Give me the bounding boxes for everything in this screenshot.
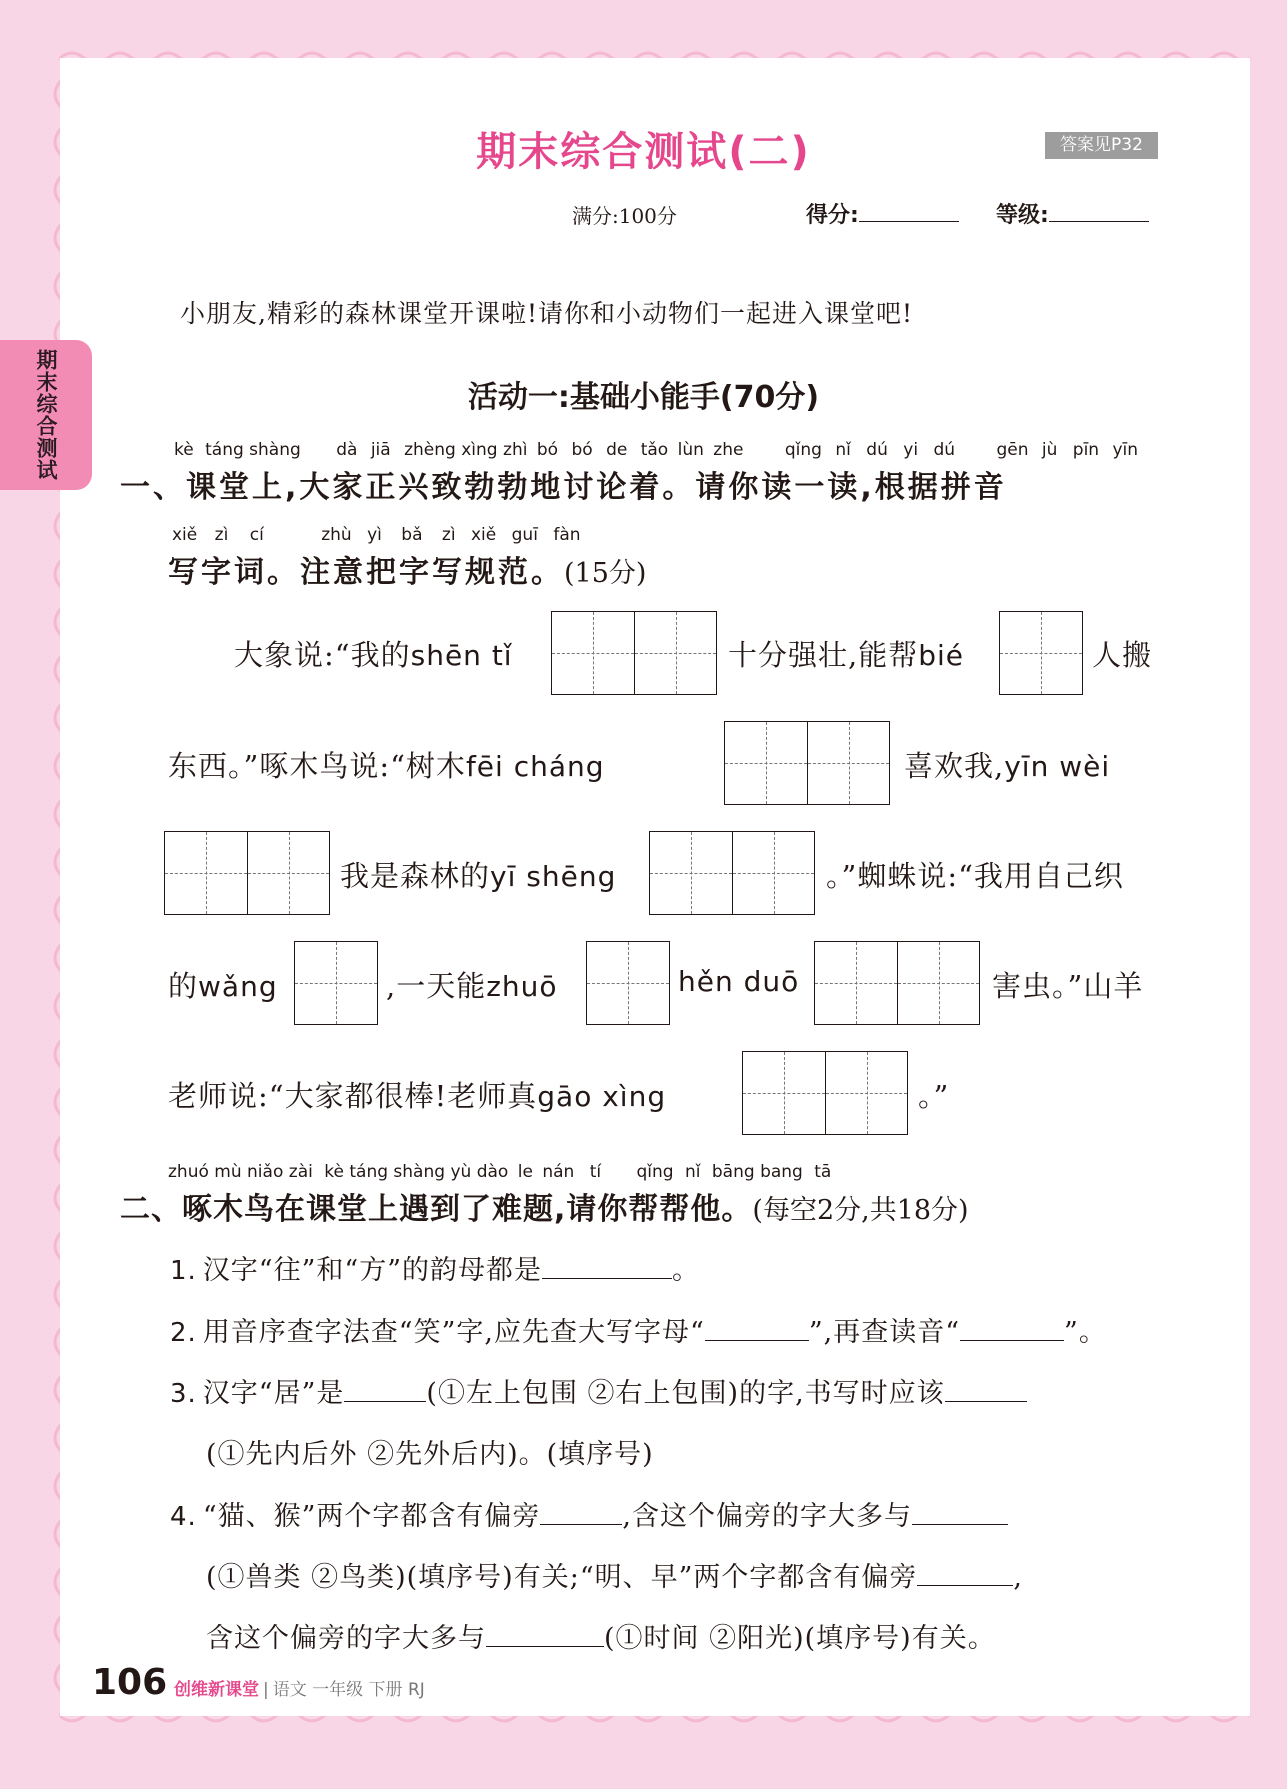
answer-blank[interactable] xyxy=(344,1401,426,1402)
writing-cell[interactable] xyxy=(897,942,979,1024)
passage-line1-start xyxy=(234,633,513,674)
pinyin-syllable: gēn xyxy=(996,440,1029,460)
pinyin-syllable: pīn xyxy=(1072,440,1100,460)
item-number: 2. xyxy=(170,1318,197,1348)
pinyin-prompt: shēn tǐ xyxy=(410,639,513,672)
intro-text: 小朋友,精彩的森林课堂开课啦!请你和小动物们一起进入课堂吧! xyxy=(180,299,914,328)
item-text: ,含这个偏旁的字大多与 xyxy=(622,1501,913,1532)
pinyin-syllable: niǎo xyxy=(247,1162,284,1182)
pinyin-syllable: xiě xyxy=(172,525,198,545)
q1-heading-line2 xyxy=(168,547,646,591)
side-tab-label: 期末综合测试 xyxy=(34,349,58,481)
answer-reference-badge: 答案见P32 xyxy=(1045,132,1158,159)
score-blank[interactable] xyxy=(859,221,959,222)
pinyin-syllable: shàng xyxy=(249,440,301,460)
pinyin-syllable: shàng xyxy=(393,1162,446,1182)
pinyin-syllable: zhuó xyxy=(168,1162,209,1182)
pinyin-syllable: jù xyxy=(1041,440,1058,460)
pinyin-syllable: zhèng xyxy=(404,440,456,460)
writing-cell[interactable] xyxy=(825,1052,907,1134)
q2-pinyin xyxy=(168,1162,831,1182)
item-text: 含这个偏旁的字大多与 xyxy=(206,1623,486,1654)
pinyin-prompt: bié xyxy=(918,639,964,672)
pinyin-syllable: nǐ xyxy=(835,440,851,460)
pinyin-syllable: guī xyxy=(511,525,538,545)
pinyin-syllable: bó xyxy=(536,440,559,460)
item-number: 1. xyxy=(170,1256,197,1286)
writing-cell[interactable] xyxy=(165,832,247,914)
page-title: 期末综合测试(二) xyxy=(476,129,811,175)
pinyin-syllable: le xyxy=(517,1162,533,1182)
score-label: 得分: xyxy=(806,203,859,228)
pinyin-prompt: hěn duō xyxy=(678,965,800,998)
pinyin-syllable: bang xyxy=(760,1162,803,1182)
pinyin-syllable: kè xyxy=(324,1162,344,1182)
pinyin-syllable: mù xyxy=(214,1162,242,1182)
q1-heading-line1: 一、课堂上,大家正兴致勃勃地讨论着。请你读一读,根据拼音 xyxy=(120,470,1007,505)
writing-cell[interactable] xyxy=(732,832,814,914)
pinyin-prompt: zhuō xyxy=(486,970,558,1003)
passage-text: 十分强壮,能帮 xyxy=(728,638,919,672)
pinyin-prompt: wǎng xyxy=(198,970,278,1003)
answer-blank[interactable] xyxy=(705,1340,809,1341)
pinyin-prompt: yī shēng xyxy=(490,860,617,893)
item-text: (①兽类 ②鸟类)(填序号)有关;“明、早”两个字都含有偏旁 xyxy=(206,1562,918,1593)
pinyin-syllable: dào xyxy=(476,1162,509,1182)
item-text: 。 xyxy=(672,1255,701,1286)
item-text: 汉字“往”和“方”的韵母都是 xyxy=(202,1255,543,1286)
item-text: ”,再查读音“ xyxy=(808,1317,961,1348)
passage-text: 东西。”啄木鸟说:“树木 xyxy=(168,749,466,783)
passage-line1-end: 人搬 xyxy=(1092,638,1153,672)
passage-text: 大象说:“我的 xyxy=(234,638,411,672)
item-text: ”。 xyxy=(1064,1317,1107,1348)
writing-grid-yisheng[interactable] xyxy=(649,831,815,915)
item-text: (①左上包围 ②右上包围)的字,书写时应该 xyxy=(426,1378,945,1409)
passage-line1-mid xyxy=(728,633,964,674)
passage-text: 喜欢我, xyxy=(904,749,1005,783)
passage-text: 老师说:“大家都很棒!老师真 xyxy=(168,1079,538,1113)
pinyin-syllable: nǐ xyxy=(684,1162,701,1182)
writing-cell[interactable] xyxy=(295,942,377,1024)
pinyin-syllable: tǎo xyxy=(640,440,669,460)
passage-line4-mid xyxy=(386,964,558,1005)
pinyin-syllable: jiā xyxy=(370,440,391,460)
answer-blank[interactable] xyxy=(945,1401,1027,1402)
book-subject: 语文 一年级 下册 RJ xyxy=(272,1680,425,1700)
passage-text: 的 xyxy=(168,969,199,1003)
writing-cell[interactable] xyxy=(743,1052,825,1134)
pinyin-syllable: bǎ xyxy=(401,525,423,545)
pinyin-syllable: dú xyxy=(933,440,956,460)
grade-blank[interactable] xyxy=(1049,221,1149,222)
q2-item-2 xyxy=(170,1310,1107,1349)
writing-grid-zhuo[interactable] xyxy=(586,941,670,1025)
q2-item-3-cont: (①先内后外 ②先外后内)。(填序号) xyxy=(206,1439,654,1470)
pinyin-syllable: yù xyxy=(450,1162,472,1182)
q2-item-4 xyxy=(170,1494,1008,1533)
passage-line2-start xyxy=(168,744,605,785)
pinyin-syllable: zì xyxy=(441,525,456,545)
q2-score: (每空2分,共18分) xyxy=(752,1195,969,1226)
pinyin-syllable: dà xyxy=(336,440,358,460)
pinyin-syllable: bó xyxy=(571,440,593,460)
passage-line5-end: 。” xyxy=(918,1079,950,1113)
pinyin-syllable: zhe xyxy=(713,440,744,460)
q2-item-1 xyxy=(170,1248,700,1287)
writing-cell[interactable] xyxy=(552,612,634,694)
answer-blank[interactable] xyxy=(542,1278,672,1279)
pinyin-syllable: dú xyxy=(866,440,888,460)
pinyin-syllable: zhì xyxy=(503,440,528,460)
writing-cell[interactable] xyxy=(650,832,732,914)
q2-item-4-cont1 xyxy=(206,1555,1023,1594)
writing-cell[interactable] xyxy=(807,722,889,804)
pinyin-syllable: zì xyxy=(214,525,229,545)
item-text: , xyxy=(1013,1562,1024,1593)
pinyin-syllable: bāng xyxy=(711,1162,755,1182)
pinyin-syllable: táng xyxy=(349,1162,389,1182)
writing-cell[interactable] xyxy=(634,612,716,694)
pinyin-syllable: yīn xyxy=(1112,440,1139,460)
passage-line4-py xyxy=(678,964,799,998)
writing-grid-bie[interactable] xyxy=(999,611,1083,695)
score-field[interactable] xyxy=(806,198,959,229)
q2-heading-text: 二、啄木鸟在课堂上遇到了难题,请你帮帮他。 xyxy=(120,1192,753,1227)
passage-line5-start xyxy=(168,1074,666,1115)
footer-brand: 创维新课堂 | 语文 一年级 下册 RJ xyxy=(174,1680,425,1700)
answer-blank[interactable] xyxy=(540,1524,622,1525)
passage-line2-end xyxy=(904,744,1110,785)
pinyin-syllable: qǐng xyxy=(784,440,822,460)
item-number: 3. xyxy=(170,1379,197,1409)
pinyin-prompt: yīn wèi xyxy=(1004,750,1111,783)
writing-grid-shenti[interactable] xyxy=(551,611,717,695)
item-number: 4. xyxy=(170,1502,197,1532)
pinyin-syllable: lùn xyxy=(677,440,704,460)
writing-grid-wang[interactable] xyxy=(294,941,378,1025)
pinyin-syllable: yì xyxy=(367,525,382,545)
activity-title: 活动一:基础小能手(70分) xyxy=(467,380,820,415)
writing-cell[interactable] xyxy=(1000,612,1082,694)
writing-grid-feichang[interactable] xyxy=(724,721,890,805)
pinyin-syllable: tā xyxy=(814,1162,832,1182)
answer-blank[interactable] xyxy=(912,1524,1008,1525)
pinyin-syllable: tí xyxy=(589,1162,602,1182)
pinyin-syllable: kè xyxy=(174,440,194,460)
pinyin-syllable: xìng xyxy=(461,440,498,460)
q1-heading-text: 写字词。注意把字写规范。 xyxy=(168,555,564,590)
q1-score: (15分) xyxy=(564,558,647,589)
pinyin-syllable: de xyxy=(606,440,628,460)
pinyin-syllable: cí xyxy=(249,525,264,545)
writing-cell[interactable] xyxy=(247,832,329,914)
writing-grid-henduo[interactable] xyxy=(814,941,980,1025)
answer-blank[interactable] xyxy=(960,1340,1064,1341)
writing-cell[interactable] xyxy=(587,942,669,1024)
passage-text: 我是森林的 xyxy=(340,859,491,893)
pinyin-syllable: táng xyxy=(205,440,244,460)
full-score: 满分:100分 xyxy=(572,204,677,228)
writing-cell[interactable] xyxy=(725,722,807,804)
grade-field[interactable] xyxy=(996,198,1149,229)
q2-item-3 xyxy=(170,1371,1027,1410)
item-text: (①时间 ②阳光)(填序号)有关。 xyxy=(604,1623,996,1654)
q2-heading xyxy=(120,1184,969,1228)
item-text: “猫、猴”两个字都含有偏旁 xyxy=(202,1501,541,1532)
answer-blank[interactable] xyxy=(486,1646,604,1647)
writing-grid-gaoxing[interactable] xyxy=(742,1051,908,1135)
q2-item-4-cont2 xyxy=(206,1616,996,1655)
q1-pinyin-line2 xyxy=(172,525,581,545)
pinyin-syllable: zài xyxy=(288,1162,313,1182)
pinyin-syllable: zhù xyxy=(321,525,352,545)
page-number: 106 xyxy=(92,1662,168,1703)
writing-cell[interactable] xyxy=(815,942,897,1024)
pinyin-syllable: xiě xyxy=(470,525,497,545)
q1-pinyin-line1 xyxy=(174,440,1138,460)
pinyin-syllable: qǐng xyxy=(636,1162,674,1182)
grade-label: 等级: xyxy=(996,203,1049,228)
passage-text: ,一天能 xyxy=(386,969,487,1003)
writing-grid-yinwei[interactable] xyxy=(164,831,330,915)
pinyin-syllable: fàn xyxy=(553,525,581,545)
answer-blank[interactable] xyxy=(917,1585,1013,1586)
pinyin-syllable: nán xyxy=(542,1162,575,1182)
pinyin-prompt: gāo xìng xyxy=(537,1080,667,1113)
pinyin-syllable: yi xyxy=(903,440,919,460)
item-text: 用音序查字法查“笑”字,应先查大写字母“ xyxy=(202,1317,705,1348)
passage-line4-start xyxy=(168,964,278,1005)
passage-line4-end: 害虫。”山羊 xyxy=(992,969,1144,1003)
brand-name: 创维新课堂 xyxy=(174,1680,259,1700)
item-text: 汉字“居”是 xyxy=(202,1378,345,1409)
passage-line3-start xyxy=(340,854,616,895)
pinyin-prompt: fēi cháng xyxy=(465,750,605,783)
passage-line3-end: 。”蜘蛛说:“我用自己织 xyxy=(826,859,1124,893)
